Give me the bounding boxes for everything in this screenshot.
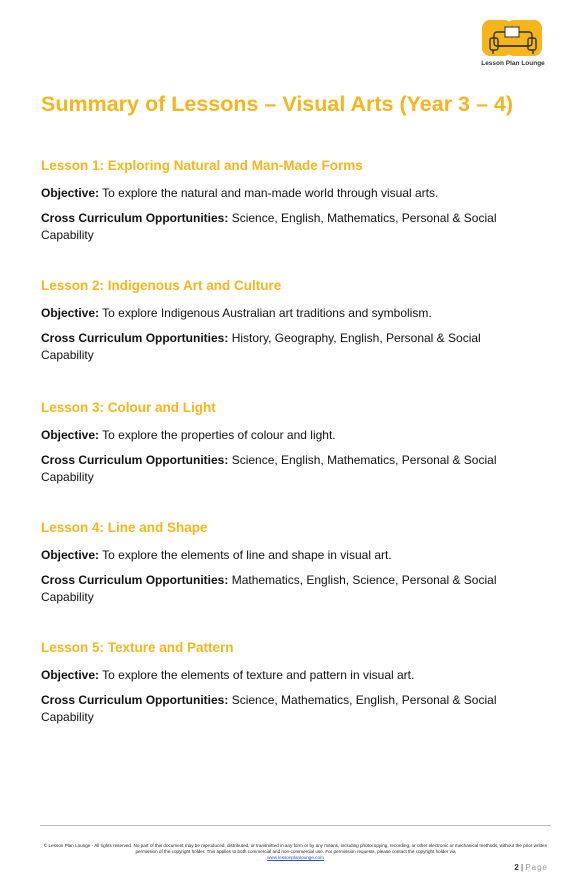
lesson-1 [41, 158, 531, 252]
lesson-5 [41, 640, 531, 734]
lesson-objective: Objective: To explore Indigenous Australian art traditions and symbolism. [41, 306, 432, 320]
page-number: 2 | Page [514, 863, 548, 872]
lesson-objective: Objective: To explore the elements of texture and pattern in visual art. [41, 668, 415, 682]
lesson-heading: Lesson 3: Colour and Light [41, 400, 216, 415]
logo-text: Lesson Plan Lounge [481, 60, 545, 67]
lesson-objective: Objective: To explore the natural and man-made world through visual arts. [41, 186, 439, 200]
footer-divider [40, 825, 551, 826]
lesson-heading: Lesson 5: Texture and Pattern [41, 640, 234, 655]
lesson-heading: Lesson 2: Indigenous Art and Culture [41, 278, 282, 293]
page-title: Summary of Lessons – Visual Arts (Year 3 – 4) [41, 92, 514, 116]
lesson-objective: Objective: To explore the elements of line and shape in visual art. [41, 548, 392, 562]
lesson-cross-curriculum: Cross Curriculum Opportunities: Science, Mathematics, English, Personal & Social Capability [41, 693, 497, 724]
footer-copyright: © Lesson Plan Lounge - All rights reserved. No part of this document may be reproduced, distributed, or transmitted in any form or by any means, including photocopying, recording, or other electronic or mechanical methods, without the prior written permission of the copyright holder. This applies to both commercial and non-commercial use. For permission requests, please contact the copyright holder via www.lessonplanlounge.com [40, 843, 551, 861]
lesson-heading: Lesson 1: Exploring Natural and Man-Made Forms [41, 158, 363, 173]
lesson-cross-curriculum: Cross Curriculum Opportunities: Mathematics, English, Science, Personal & Social Capability [41, 573, 497, 604]
lesson-heading: Lesson 4: Line and Shape [41, 520, 208, 535]
lesson-cross-curriculum: Cross Curriculum Opportunities: History, Geography, English, Personal & Social Capability [41, 331, 481, 362]
lesson-3 [41, 400, 531, 494]
lesson-4 [41, 520, 531, 614]
lesson-objective: Objective: To explore the properties of colour and light. [41, 428, 336, 442]
lesson-plan-lounge-logo [478, 16, 548, 76]
footer-website-link[interactable]: www.lessonplanlounge.com [267, 855, 324, 860]
lesson-cross-curriculum: Cross Curriculum Opportunities: Science, English, Mathematics, Personal & Social Capability [41, 211, 497, 242]
lesson-cross-curriculum: Cross Curriculum Opportunities: Science, English, Mathematics, Personal & Social Capability [41, 453, 497, 484]
lesson-2 [41, 278, 531, 372]
